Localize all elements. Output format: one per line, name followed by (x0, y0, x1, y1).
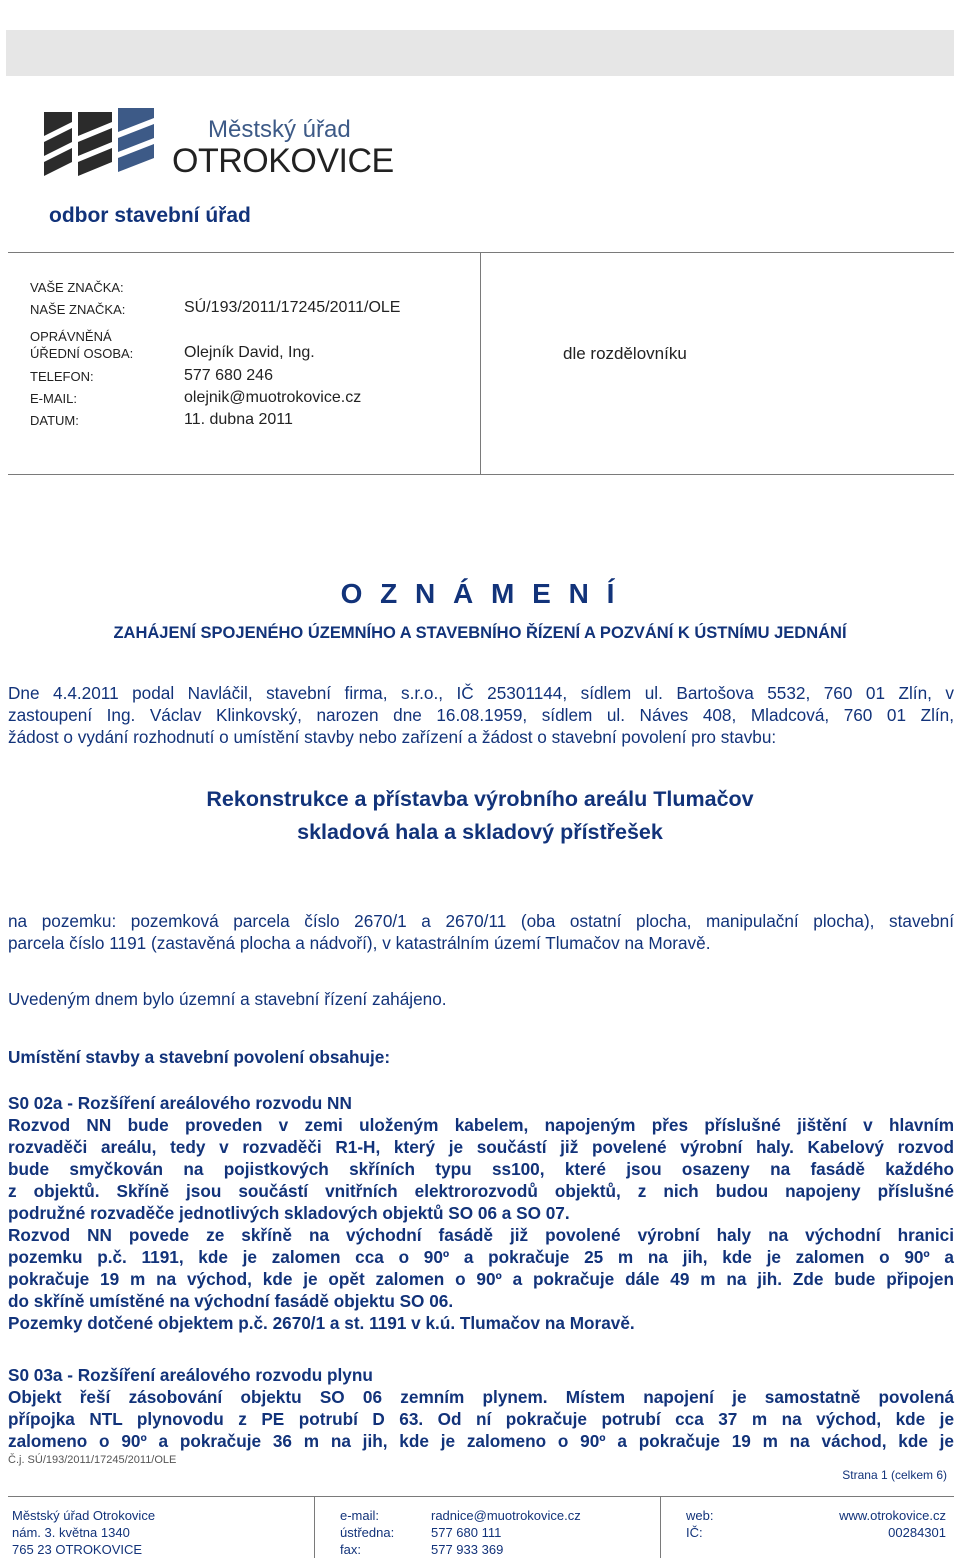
footer-reference: Č.j. SÚ/193/2011/17245/2011/OLE (8, 1454, 177, 1466)
section-nn-line: Rozvod NN povede ze skříně na východní fasádě již povolené výrobní haly na východní hranici (8, 1225, 954, 1245)
section-gas-line: přípojka NTL plynovodu z PE potrubí D 63. Od ní pokračuje potrubí cca 37 m na východ, kde je (8, 1409, 954, 1429)
value-uredni-osoba: Olejník David, Ing. (184, 344, 315, 361)
recipient: dle rozdělovníku (563, 344, 687, 363)
document-subtitle: ZAHÁJENÍ SPOJENÉHO ÚZEMNÍHO A STAVEBNÍHO ŘÍZENÍ A POZVÁNÍ K ÚSTNÍMU JEDNÁNÍ (113, 624, 847, 642)
header-bottom-rule (8, 474, 954, 475)
document-title: O Z N Á M E N Í (340, 578, 620, 609)
started-paragraph (8, 988, 954, 1010)
intro-line: žádost o vydání rozhodnutí o umístění stavby nebo zařízení a žádost o stavební povolení pro stavbu: (8, 727, 777, 747)
footer-ico: 00284301 (888, 1525, 946, 1540)
department-name: odbor stavební úřad (49, 204, 251, 227)
section-nn-line: podružné rozvaděče jednotlivých skladových objektů SO 06 a SO 07. (8, 1203, 570, 1223)
value-datum: 11. dubna 2011 (184, 411, 293, 428)
section-gas-heading: S0 03a - Rozšíření areálového rozvodu plynu (8, 1365, 373, 1385)
header-top-rule (8, 252, 954, 253)
footer-label-ico: IČ: (686, 1525, 703, 1540)
label-uredni-osoba: ÚŘEDNÍ OSOBA: (30, 346, 134, 361)
value-telefon: 577 680 246 (184, 367, 273, 384)
label-telefon: TELEFON: (30, 369, 94, 384)
section-gas-line: Objekt řeší zásobování objektu SO 06 zemním plynem. Místem napojení je samostatně povolená (8, 1387, 954, 1407)
label-email: E-MAIL: (30, 391, 77, 406)
contents-heading-text: Umístění stavby a stavební povolení obsahuje: (8, 1047, 391, 1067)
section-nn-line: Pozemky dotčené objektem p.č. 2670/1 a st. 1191 v k.ú. Tlumačov na Moravě. (8, 1313, 635, 1333)
footer-phone: 577 680 111 (431, 1525, 502, 1540)
section-nn-line: bude smyčkován na pojistkových skříních typu ss100, které jsou osazeny na fasádě každého (8, 1159, 954, 1179)
page-number: Strana 1 (celkem 6) (842, 1468, 947, 1482)
footer-label-email: e-mail: (340, 1508, 380, 1523)
value-nase-znacka: SÚ/193/2011/17245/2011/OLE (184, 299, 401, 316)
logo-text-line1: Městský úřad (208, 116, 351, 143)
footer-divider-1 (314, 1496, 315, 1558)
footer-label-fax: fax: (340, 1542, 361, 1557)
section-nn-line: pokračuje 19 m na východ, kde je opět zalomen o 90º a pokračuje dále 49 m na jih. Zde bude připojen (8, 1269, 954, 1289)
section-nn-line: do skříně umístěné na východní fasádě objektu SO 06. (8, 1291, 454, 1311)
section-nn (8, 1092, 954, 1334)
header-divider (480, 252, 481, 474)
section-nn-line: rozvaděči areálu, tedy v rozvaděči R1-H, který je součástí již povelené výrobní haly. Kabelový rozvod (8, 1137, 954, 1157)
intro-line: Dne 4.4.2011 podal Navláčil, stavební firma, s.r.o., IČ 25301144, sídlem ul. Bartošova 5532, 760 01 Zlín, v (8, 683, 954, 703)
section-gas (8, 1364, 954, 1452)
section-nn-heading: S0 02a - Rozšíření areálového rozvodu NN (8, 1093, 352, 1113)
footer-office-street: nám. 3. května 1340 (12, 1525, 130, 1540)
footer-label-phone: ústředna: (340, 1525, 395, 1540)
label-nase-znacka: NAŠE ZNAČKA: (30, 302, 126, 317)
started-text: Uvedeným dnem bylo územní a stavební řízení zahájeno. (8, 989, 447, 1009)
project-subtitle: skladová hala a skladový přístřešek (297, 820, 663, 844)
footer-label-web: web: (686, 1508, 714, 1523)
section-nn-line: pozemku p.č. 1191, kde je zalomen cca o 90º a pokračuje 25 m na jih, kde je zalomen o 90º a (8, 1247, 954, 1267)
value-email: olejnik@muotrokovice.cz (184, 389, 362, 406)
project-title: Rekonstrukce a přístavba výrobního areálu Tlumačov (206, 787, 754, 811)
logo-text-line2: OTROKOVICE (172, 142, 394, 180)
label-datum: DATUM: (30, 413, 79, 428)
footer-rule (8, 1496, 954, 1497)
parcel-line: na pozemku: pozemková parcela číslo 2670/1 a 2670/11 (oba ostatní plocha, manipulační plocha), stavební (8, 911, 954, 931)
footer-office-city: 765 23 OTROKOVICE (12, 1542, 143, 1557)
label-vase-znacka: VAŠE ZNAČKA: (30, 280, 124, 295)
section-nn-line: z objektů. Skříně jsou součástí vnitřních elektrorozvodů objektů, z nich budou napojeny příslušné (8, 1181, 954, 1201)
contents-heading (8, 1046, 954, 1068)
intro-paragraph (8, 682, 954, 748)
parcel-line: parcela číslo 1191 (zastavěná plocha a nádvoří), v katastrálním území Tlumačov na Moravě. (8, 933, 711, 953)
footer-office-name: Městský úřad Otrokovice (12, 1508, 156, 1523)
intro-line: zastoupení Ing. Václav Klinkovský, narozen dne 16.08.1959, sídlem ul. Náves 408, Mladcová, 760 01 Zlín, (8, 705, 954, 725)
footer-divider-2 (660, 1496, 661, 1558)
section-nn-line: Rozvod NN bude proveden v zemi uloženým kabelem, napojeným přes příslušné jištění v hlavním (8, 1115, 954, 1135)
footer-fax: 577 933 369 (431, 1542, 504, 1557)
section-gas-line: zalomeno o 90º a pokračuje 36 m na jih, kde je zalomeno o 90º a pokračuje 19 m na váchod, kde je (8, 1431, 954, 1451)
top-banner (6, 30, 954, 76)
label-opravnena: OPRÁVNĚNÁ (30, 329, 112, 344)
footer-email-link[interactable]: radnice@muotrokovice.cz (431, 1508, 581, 1523)
parcel-paragraph (8, 910, 954, 954)
footer-web-link[interactable]: www.otrokovice.cz (839, 1508, 946, 1523)
